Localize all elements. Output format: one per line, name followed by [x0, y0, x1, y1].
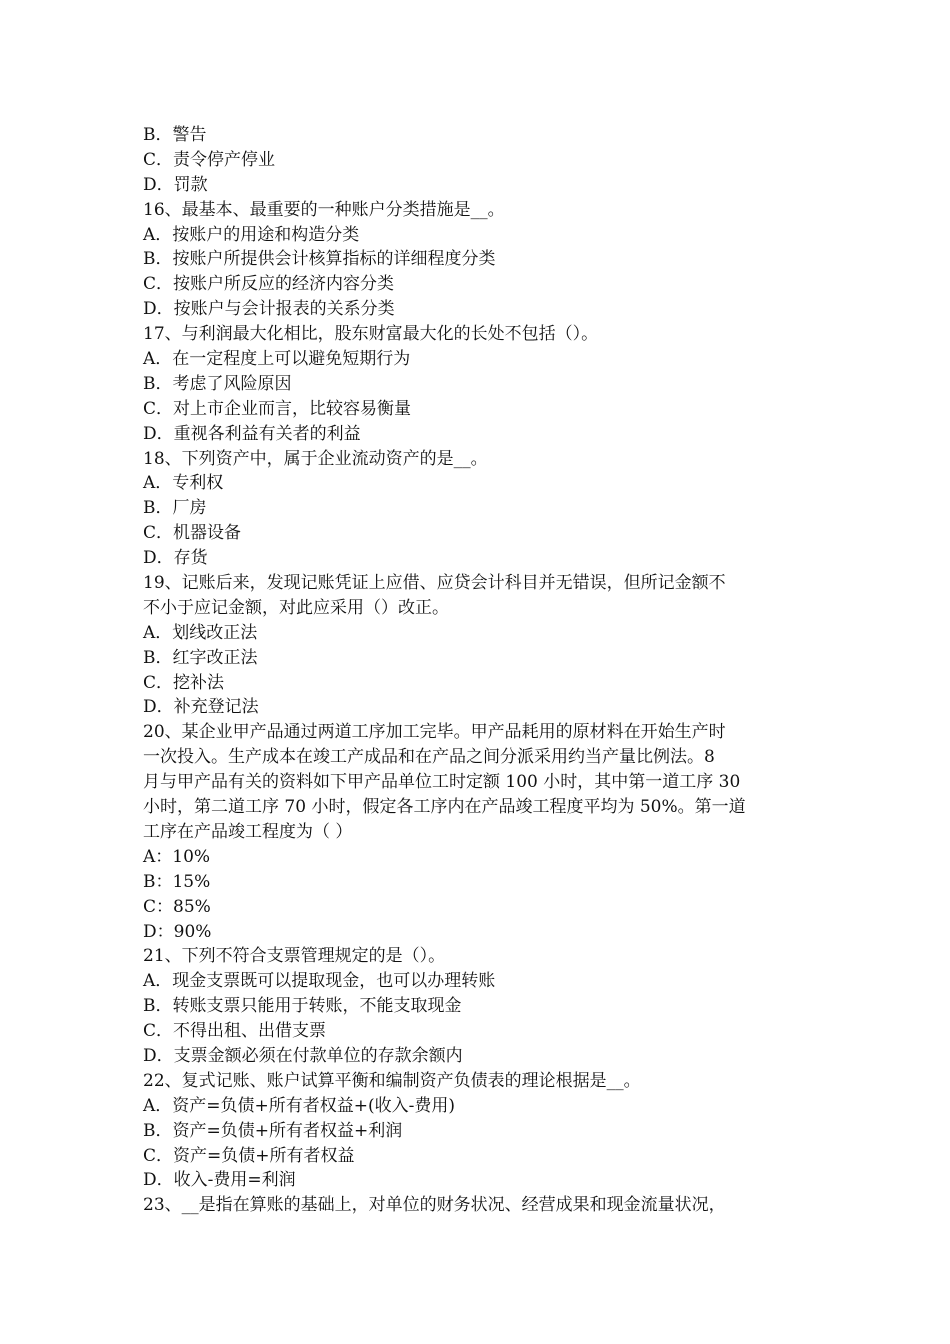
option-line: A．按账户的用途和构造分类 — [143, 224, 360, 245]
option-line: B：15% — [143, 871, 211, 892]
option-line: A．资产=负债+所有者权益+(收入-费用) — [143, 1095, 456, 1116]
option-line: B．考虑了风险原因 — [143, 373, 292, 394]
option-line: D．罚款 — [143, 174, 208, 195]
option-line: D．存货 — [143, 548, 208, 569]
option-line: B．厂房 — [143, 498, 207, 519]
option-line: A．划线改正法 — [143, 622, 258, 643]
question-18: 18、下列资产中，属于企业流动资产的是__。 — [143, 448, 488, 469]
question-20-line-4: 小时，第二道工序 70 小时，假定各工序内在产品竣工程度平均为 50%。第一道 — [143, 797, 746, 818]
option-line: C．不得出租、出借支票 — [143, 1021, 327, 1042]
question-20-line-1: 20、某企业甲产品通过两道工序加工完毕。甲产品耗用的原材料在开始生产时 — [143, 722, 726, 743]
question-19-line-2: 不小于应记金额，对此应采用（）改正。 — [143, 597, 449, 618]
option-line: C．资产=负债+所有者权益 — [143, 1145, 355, 1166]
option-line: D．支票金额必须在付款单位的存款余额内 — [143, 1045, 463, 1066]
option-line: D．收入-费用=利润 — [143, 1170, 296, 1191]
option-line: C．责令停产停业 — [143, 149, 276, 170]
option-line: B．按账户所提供会计核算指标的详细程度分类 — [143, 249, 496, 270]
option-line: D．按账户与会计报表的关系分类 — [143, 299, 395, 320]
option-line: D：90% — [143, 921, 212, 942]
option-line: B．红字改正法 — [143, 647, 258, 668]
option-line: B．资产=负债+所有者权益+利润 — [143, 1120, 403, 1141]
question-21: 21、下列不符合支票管理规定的是（）。 — [143, 946, 446, 967]
option-line: D．补充登记法 — [143, 697, 259, 718]
option-line: A．专利权 — [143, 473, 224, 494]
option-line: A．现金支票既可以提取现金，也可以办理转账 — [143, 971, 496, 992]
question-17: 17、与利润最大化相比，股东财富最大化的长处不包括（）。 — [143, 324, 599, 345]
document-page — [143, 123, 809, 1218]
option-line: C．机器设备 — [143, 523, 242, 544]
question-20-line-5: 工序在产品竣工程度为（ ） — [143, 821, 353, 842]
option-line: C．对上市企业而言，比较容易衡量 — [143, 398, 412, 419]
option-line: A．在一定程度上可以避免短期行为 — [143, 349, 411, 370]
question-16: 16、最基本、最重要的一种账户分类措施是__。 — [143, 199, 505, 220]
option-line: A：10% — [143, 846, 211, 867]
option-line: C：85% — [143, 896, 211, 917]
option-line: C．按账户所反应的经济内容分类 — [143, 274, 395, 295]
question-19-line-1: 19、记账后来，发现记账凭证上应借、应贷会计科目并无错误，但所记金额不 — [143, 573, 726, 594]
option-line: C．挖补法 — [143, 672, 225, 693]
question-20-line-2: 一次投入。生产成本在竣工产成品和在产品之间分派采用约当产量比例法。8 — [143, 747, 715, 768]
question-20-line-3: 月与甲产品有关的资料如下甲产品单位工时定额 100 小时，其中第一道工序 30 — [143, 772, 741, 793]
option-line: B．警告 — [143, 125, 207, 145]
option-line: D．重视各利益有关者的利益 — [143, 423, 361, 444]
option-line: B．转账支票只能用于转账，不能支取现金 — [143, 996, 462, 1017]
question-23: 23、__是指在算账的基础上，对单位的财务状况、经营成果和现金流量状况， — [143, 1195, 726, 1216]
question-22: 22、复式记账、账户试算平衡和编制资产负债表的理论根据是__。 — [143, 1070, 641, 1091]
